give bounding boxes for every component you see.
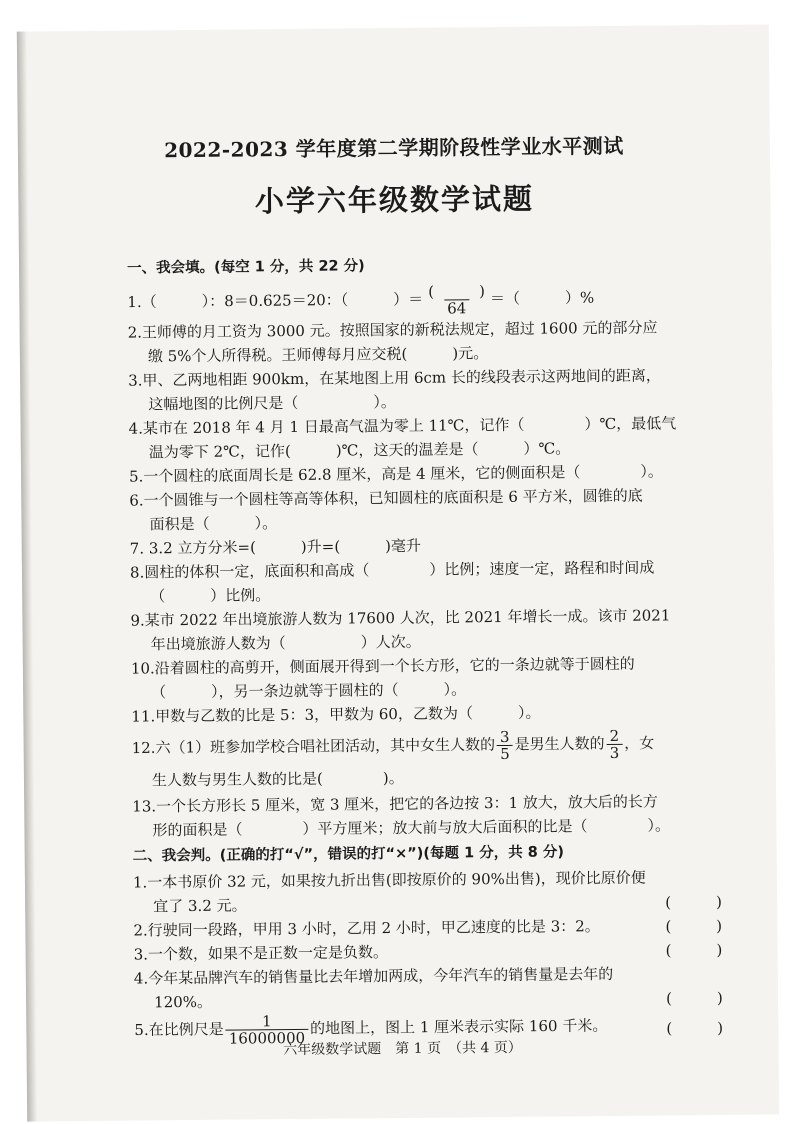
q12-fraction-2-denominator: 3 [607,744,623,761]
q12-fraction-1-denominator: 5 [497,745,513,762]
q12-text-a: 12.六（1）班参加学校合唱社团活动，其中女生人数的 [131,735,496,758]
question-1-6-line2: 面积是（ ）。 [149,514,278,534]
question-2-2: 2.行驶同一段路，甲用 3 小时，乙用 2 小时，甲乙速度的比是 3：2。 [133,917,600,940]
question-1-3-line2: 这幅地图的比例尺是（ ）。 [148,393,396,414]
q12-text-b: 是男生人数的 [514,734,605,754]
q12-text-c: ，女 [624,734,655,753]
question-1-11: 11.甲数与乙数的比是 5：3，甲数为 60，乙数为（ ）。 [131,703,541,726]
question-2-1-line2: 宜了 3.2 元。 [153,896,247,916]
question-1-4-line1: 4.某市在 2018 年 4 月 1 日最高气温为零上 11℃，记作（ ）℃，最低气 [128,414,677,438]
q2-5-text-a: 5.在比例尺是 [134,1020,224,1040]
question-1-12-line2: 生人数与男生人数的比是( )。 [151,768,404,790]
question-2-1-line1: 1.一本书原价 32 元，如果按九折出售(即按原价的 90%出售)，现价比原价便 [132,868,646,892]
q2-5-text-b: 的地图上，图上 1 厘米表示实际 160 千米。 [309,1016,608,1038]
answer-paren-2-1: ( ) [665,892,722,912]
q12-fraction-1-numerator: 3 [499,727,510,747]
q1-text-a: 1.（ ）：8＝0.625＝20：（ ）＝ [127,290,424,312]
q1-text-b: ＝（ ）% [489,288,595,308]
exam-title: 2022-2023 学年度第二学期阶段性学业水平测试 [164,133,624,163]
question-1-12-line1 [132,728,655,766]
question-1-10-line1: 10.沿着圆柱的高剪开，侧面展开得到一个长方形，它的一条边就等于圆柱的 [130,654,635,678]
q12-fraction-1 [497,729,513,762]
question-1-4-line2: 温为零下 2℃，记作( )℃，这天的温差是（ ）℃。 [148,439,571,462]
section1-heading: 一、我会填。(每空 1 分，共 22 分) [126,258,365,277]
answer-paren-2-3: ( ) [665,940,723,960]
question-2-4-line2: 120%。 [154,992,213,1012]
q12-fraction-2 [606,728,622,761]
page-footer: 六年级数学试题 第 1 页 （共 4 页） [283,1039,522,1059]
q12-fraction-2-numerator: 2 [609,726,620,745]
question-1-3-line1: 3.甲、乙两地相距 900km，在某地图上用 6cm 长的线段表示这两地间的距离， [128,366,661,390]
question-1-6-line1: 6.一个圆锥与一个圆柱等高等体积，已知圆柱的底面积是 6 平方米，圆锥的底 [129,486,643,510]
answer-paren-2-2: ( ) [665,916,723,936]
question-1-10-line2: （ ），另一条边就等于圆柱的（ ）。 [151,680,467,702]
question-1-5: 5.一个圆柱的底面周长是 62.8 厘米，高是 4 厘米，它的侧面积是（ ）。 [128,462,663,486]
question-2-4-line1: 4.今年某品牌汽车的销售量比去年增加两成，今年汽车的销售量是去年的 [133,964,614,988]
question-1-7: 7. 3.2 立方分米=( )升=( )毫升 [129,536,422,558]
q2-5-fraction-denominator: 16000000 [226,1029,309,1047]
q2-5-fraction-numerator: 1 [261,1012,272,1031]
question-1-8-line1: 8.圆柱的体积一定，底面积和高成（ ）比例；速度一定，路程和时间成 [129,558,655,582]
exam-subtitle: 小学六年级数学试题 [254,181,535,219]
answer-paren-2-5: ( ) [666,1018,724,1038]
question-1-8-line2: （ ）比例。 [150,586,271,606]
question-1-2-line2: 缴 5%个人所得税。王师傅每月应交税( )元。 [147,344,489,366]
question-1-2-line1: 2.王师傅的月工资为 3000 元。按照国家的新税法规定，超过 1600 元的部分应 [127,318,658,342]
question-2-3: 3.一个数，如果不是正数一定是负数。 [133,943,389,964]
q1-fraction-denominator: 64 [444,299,469,316]
q1-fraction-numerator: ( ) [428,282,485,301]
question-1-9-line2: 年出境旅游人数为（ ）人次。 [150,632,421,654]
question-1-1 [127,282,594,319]
exam-paper [17,24,779,1121]
question-1-13-line2: 形的面积是（ ）平方厘米；放大前与放大后面积的比是（ ）。 [152,816,671,840]
answer-paren-2-4: ( ) [666,988,723,1008]
question-1-9-line1: 9.某市 2022 年出境旅游人数为 17600 人次，比 2021 年增长一成。该市 2021 [130,606,671,630]
question-1-13-line1: 13.一个长方形长 5 厘米，宽 3 厘米，把它的各边按 3：1 放大，放大后的长方 [132,792,658,816]
section2-heading: 二、我会判。(正确的打“√”，错误的打“×”)(每题 1 分，共 8 分) [132,844,565,865]
q1-fraction [425,283,488,317]
